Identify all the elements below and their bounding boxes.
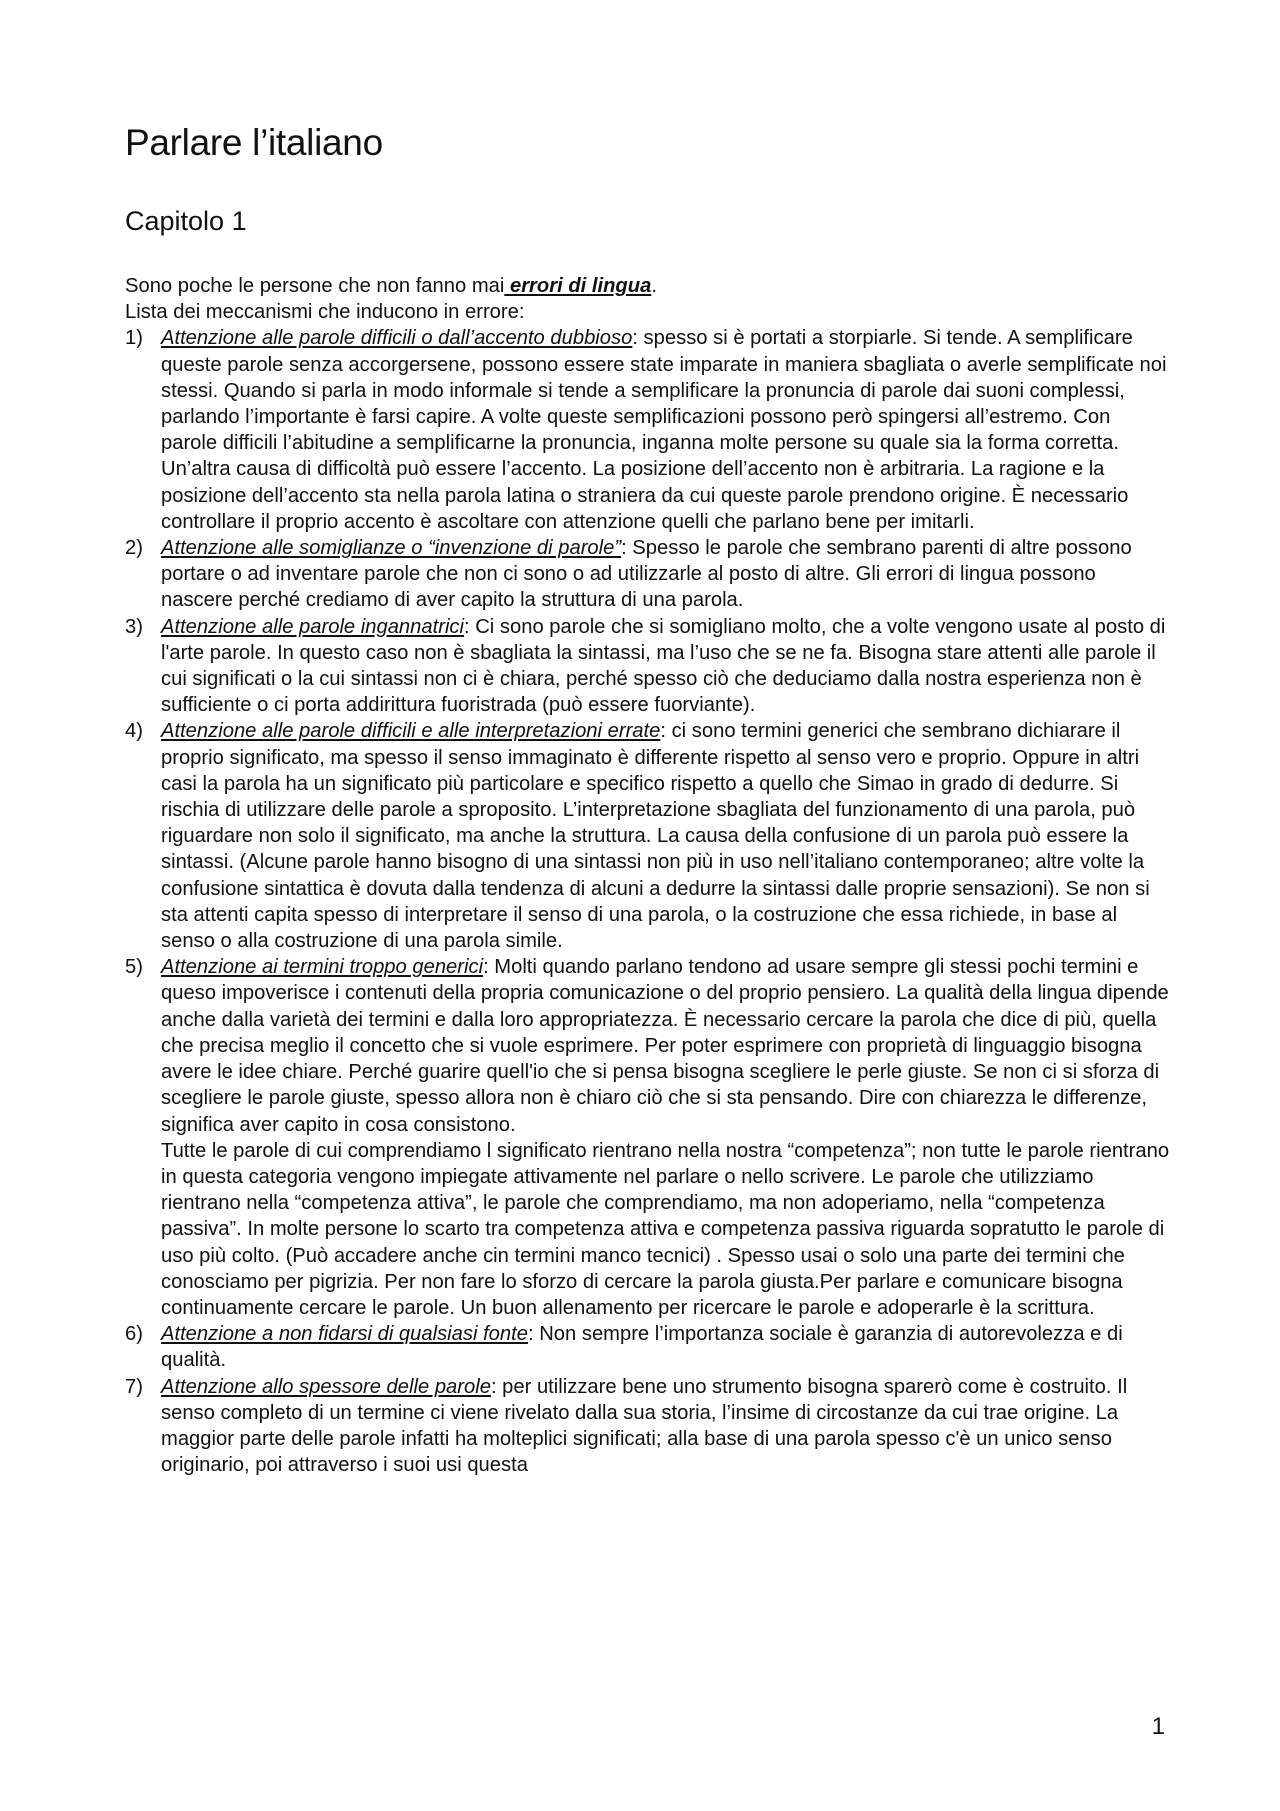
item-number: 6) xyxy=(125,1323,143,1346)
item-number: 7) xyxy=(125,1375,143,1398)
intro-line-1 xyxy=(125,273,1170,299)
item-heading: Attenzione ai termini troppo generici xyxy=(161,956,484,979)
item-body: : spesso si è portati a storpiarle. Si tende. A semplificare queste parole senza accorgersene, possono essere state imparate in maniera sbagliata o averle semplificate noi stessi. Quando si parla in modo informale si tende a semplificare la pronuncia di parole dai suoni complessi, parlando l’importante è farsi capire. A volte queste semplificazioni possono però spingersi all’estremo. Con parole difficili l’abitudine a semplificarne la pronuncia, inganna molte persone su quale sia la forma corretta. xyxy=(161,327,1167,455)
document-body xyxy=(125,273,1170,1478)
intro-punctuation: . xyxy=(651,275,657,297)
list-item xyxy=(125,718,1170,954)
item-number: 1) xyxy=(125,327,143,350)
chapter-heading: Capitolo 1 xyxy=(125,206,247,236)
item-body: : Ci sono parole che si somigliano molto, che a volte vengono usate al posto di l'arte parole. In questo caso non è sbagliata la sintassi, ma l’uso che se ne fa. Bisogna stare attenti alle parole il cui significati o la cui sintassi non ci è chiara, perché spesso ciò che deduciamo dalla nostra esperienza non è sufficiente o ci porta addirittura fuoristrada (può essere fuorviante). xyxy=(161,615,1166,717)
item-heading: Attenzione alle somiglianze o “invenzione di parole” xyxy=(161,537,622,560)
item-body: : Spesso le parole che sembrano parenti di altre possono portare o ad inventare parole che non ci sono o ad utilizzarle al posto di altre. Gli errori di lingua possono nascere perché crediamo di aver capito la struttura di una parola. xyxy=(161,537,1132,612)
item-number: 3) xyxy=(125,615,143,638)
item-body-continued: Tutte le parole di cui comprendiamo l significato rientrano nella nostra “competenza”; non tutte le parole rientrano in questa categoria vengono impiegate attivamente nel parlare o nello scrivere. Le parole che utilizziamo rientrano nella “competenza attiva”, le parole che comprendiamo, ma non adoperiamo, nella “competenza passiva”. In molte persone lo scarto tra competenza attiva e competenza passiva riguarda sopratutto le parole di uso più colto. (Può accadere anche cin termini manco tecnici) . Spesso usai o solo una parte dei termini che conosciamo per pigrizia. Per non fare lo sforzo di cercare la parola giusta.Per parlare e comunicare bisogna continuamente cercare le parole. Un buon allenamento per ricercare le parole e adoperarle è la scrittura. xyxy=(161,1139,1170,1319)
list-item xyxy=(125,1321,1170,1373)
item-heading: Attenzione allo spessore delle parole xyxy=(161,1375,491,1398)
item-heading: Attenzione a non fidarsi di qualsiasi fonte xyxy=(161,1323,528,1346)
item-body: : Non sempre l’importanza sociale è garanzia di autorevolezza e di qualità. xyxy=(161,1323,1123,1372)
list-item xyxy=(125,325,1170,535)
item-body: : ci sono termini generici che sembrano dichiarare il proprio significato, ma spesso il senso immaginato è differente rispetto al senso vero e proprio. Oppure in altri casi la parola ha un significato più particolare e specifico rispetto a quello che Simao in grado di dedurre. Si rischia di utilizzare delle parole a sproposito. L’interpretazione sbagliata del funzionamento di una parola, può riguardare non solo il significato, ma anche la struttura. La causa della confusione di un parola può essere la sintassi. (Alcune parole hanno bisogno di una sintassi non più in uso nell’italiano contemporaneo; altre volte la confusione sintattica è dovuta dalla tendenza di alcuni a dedurre la sintassi dalle proprie sensazioni). Se non si sta attenti capita spesso di interpretare il senso di una parola, o la costruzione che essa richiede, in base al senso o alla costruzione di una parola simile. xyxy=(161,720,1150,953)
list-item xyxy=(125,954,1170,1321)
page-number: 1 xyxy=(1151,1713,1165,1740)
item-heading: Attenzione alle parole difficili o dall’accento dubbioso xyxy=(161,327,633,350)
item-heading: Attenzione alle parole difficili e alle interpretazioni errate xyxy=(161,720,661,743)
item-body: : per utilizzare bene uno strumento bisogna sparerò come è costruito. Il senso completo di un termine ci viene rivelato dalla sua storia, l’insime di circostanze da cui trae origine. La maggior parte delle parole infatti ha molteplici significati; alla base di una parola spesso c'è un unico senso originario, poi attraverso i suoi usi questa xyxy=(161,1375,1128,1477)
item-number: 4) xyxy=(125,720,143,743)
item-number: 5) xyxy=(125,956,143,979)
list-item xyxy=(125,614,1170,719)
intro-line-2: Lista dei meccanismi che inducono in errore: xyxy=(125,301,525,324)
item-body: : Molti quando parlano tendono ad usare sempre gli stessi pochi termini e queso impoverisce i contenuti della propria comunicazione o del proprio pensiero. La qualità della lingua dipende anche dalla varietà dei termini e dalla loro appropriatezza. È necessario cercare la parola che dice di più, quella che precisa meglio il concetto che si vuole esprimere. Per poter esprimere con proprietà di linguaggio bisogna avere le idee chiare. Perché guarire quell'io che si pensa bisogna scegliere le perle giuste. Se non ci si sforza di scegliere le parole giuste, spesso allora non è chiaro ciò che si sta pensando. Dire con chiarezza le differenze, significa aver capito in cosa consistono. xyxy=(161,956,1169,1136)
key-term-errori-di-lingua: errori di lingua xyxy=(504,275,652,297)
list-item xyxy=(125,1374,1170,1479)
item-heading: Attenzione alle parole ingannatrici xyxy=(161,615,465,638)
intro-text: Sono poche le persone che non fanno mai xyxy=(125,275,505,297)
errors-list xyxy=(125,325,1170,1478)
item-number: 2) xyxy=(125,537,143,560)
document-title: Parlare l’italiano xyxy=(125,122,383,163)
item-body-continued: Un’altra causa di difficoltà può essere l’accento. La posizione dell’accento non è arbitraria. La ragione e la posizione dell’accento sta nella parola latina o straniera da cui queste parole prendono origine. È necessario controllare il proprio accento è ascoltare con attenzione quelli che parlano bene per imitarli. xyxy=(161,458,1129,533)
list-item xyxy=(125,535,1170,614)
